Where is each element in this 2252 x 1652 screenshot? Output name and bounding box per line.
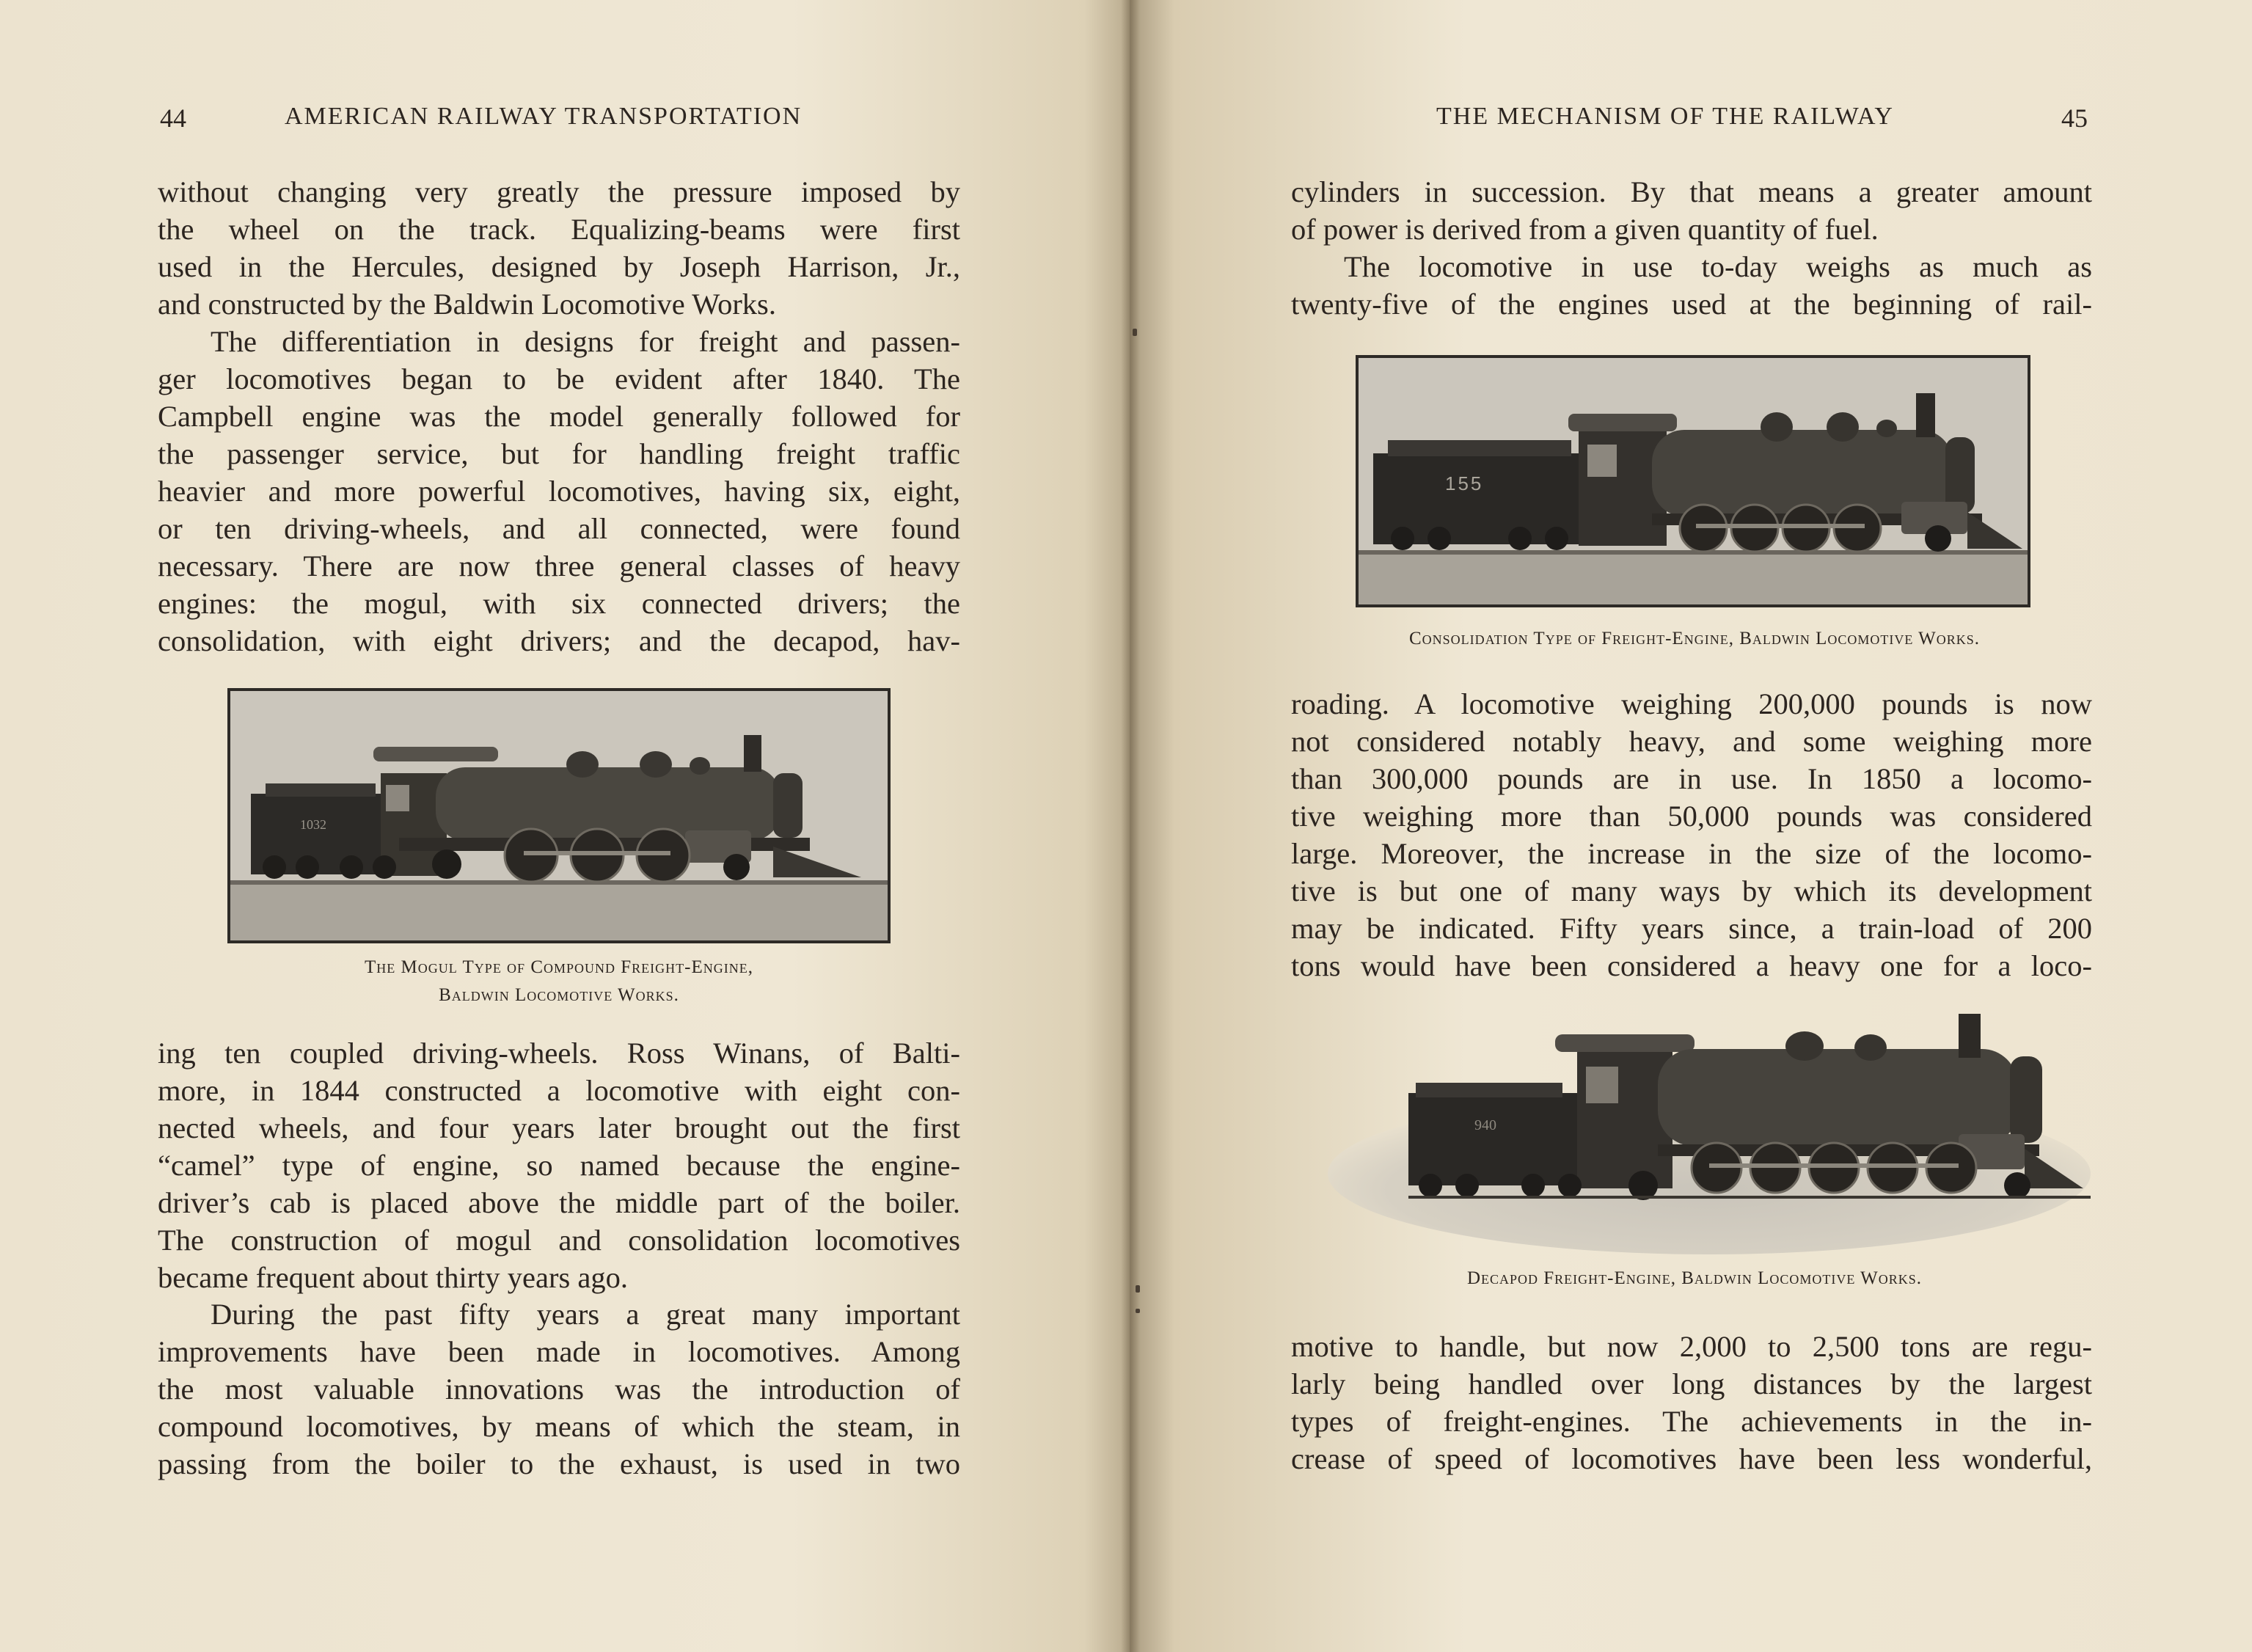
- text-line: tons would have been considered a heavy one for a loco-: [1291, 949, 2092, 982]
- text-line: crease of speed of locomotives have been less wonderful,: [1291, 1442, 2092, 1475]
- text-line: more, in 1844 constructed a locomotive with eight con-: [158, 1074, 960, 1107]
- book-gutter: [1121, 0, 1140, 1652]
- text-line: passing from the boiler to the exhaust, is used in two: [158, 1447, 960, 1480]
- caption-line: The Mogul Type of Compound Freight-Engine,: [365, 957, 753, 977]
- text-line: compound locomotives, by means of which the steam, in: [158, 1410, 960, 1443]
- locomotive-drawing: [1320, 1005, 2098, 1254]
- text-line: necessary. There are now three general classes of heavy: [158, 549, 960, 582]
- page-number: 44: [160, 103, 186, 133]
- text-line: ing ten coupled driving-wheels. Ross Winans, of Balti-: [158, 1037, 960, 1070]
- locomotive-drawing: [230, 691, 888, 940]
- text-line: than 300,000 pounds are in use. In 1850 a locomo-: [1291, 762, 2092, 795]
- paragraph: [158, 173, 960, 323]
- text-line: twenty-five of the engines used at the beginning of rail-: [1291, 288, 2092, 321]
- figure-caption: [227, 954, 891, 1009]
- right-page: [1130, 0, 2252, 1652]
- text-line: tive weighing more than 50,000 pounds was considered: [1291, 800, 2092, 833]
- text-line: Campbell engine was the model generally followed for: [158, 400, 960, 433]
- text-line: larly being handled over long distances by the largest: [1291, 1367, 2092, 1400]
- running-head: AMERICAN RAILWAY TRANSPORTATION: [285, 103, 803, 130]
- paragraph: [158, 1034, 960, 1296]
- text-line: roading. A locomotive weighing 200,000 pounds is now: [1291, 687, 2092, 720]
- text-line: nected wheels, and four years later brought out the first: [158, 1111, 960, 1144]
- mogul-locomotive-illustration: [227, 688, 891, 943]
- figure-caption: Consolidation Type of Freight-Engine, Baldwin Locomotive Works.: [1408, 629, 1981, 648]
- text-line: became frequent about thirty years ago.: [158, 1261, 628, 1294]
- text-line: The differentiation in designs for freight and passen-: [211, 325, 960, 358]
- paragraph: [1291, 685, 2092, 984]
- text-line: of power is derived from a given quantity of fuel.: [1291, 213, 1879, 246]
- text-line: large. Moreover, the increase in the size of the locomo-: [1291, 837, 2092, 870]
- text-line: used in the Hercules, designed by Joseph Harrison, Jr.,: [158, 250, 960, 283]
- paragraph: [158, 323, 960, 659]
- engine-number: 155: [1445, 472, 1484, 494]
- page-number: 45: [2061, 103, 2088, 133]
- text-line: driver’s cab is placed above the middle part of the boiler.: [158, 1186, 960, 1219]
- text-line: consolidation, with eight drivers; and the decapod, hav-: [158, 624, 960, 657]
- text-line: types of freight-engines. The achievements in the in-: [1291, 1405, 2092, 1438]
- figure-caption: Decapod Freight-Engine, Baldwin Locomotive Works.: [1466, 1268, 1923, 1288]
- text-line: the most valuable innovations was the introduction of: [158, 1373, 960, 1406]
- text-line: heavier and more powerful locomotives, having six, eight,: [158, 475, 960, 508]
- text-line: not considered notably heavy, and some weighing more: [1291, 725, 2092, 758]
- decapod-locomotive-illustration: [1320, 1005, 2098, 1254]
- text-line: engines: the mogul, with six connected drivers; the: [158, 587, 960, 620]
- paragraph: [1291, 248, 2092, 323]
- text-line: ger locomotives began to be evident after 1840. The: [158, 362, 960, 395]
- engine-number: 940: [1474, 1117, 1496, 1133]
- text-line: During the past fifty years a great many important: [211, 1298, 960, 1331]
- running-head: THE MECHANISM OF THE RAILWAY: [1436, 103, 1894, 130]
- text-line: and constructed by the Baldwin Locomotive Works.: [158, 288, 776, 321]
- text-line: The locomotive in use to-day weighs as much as: [1344, 250, 2092, 283]
- text-line: motive to handle, but now 2,000 to 2,500 tons are regu-: [1291, 1330, 2092, 1363]
- text-line: may be indicated. Fifty years since, a train-load of 200: [1291, 912, 2092, 945]
- text-line: or ten driving-wheels, and all connected, were found: [158, 512, 960, 545]
- paragraph: [158, 1295, 960, 1483]
- text-line: improvements have been made in locomotives. Among: [158, 1335, 960, 1368]
- locomotive-drawing: [1359, 358, 2028, 604]
- consolidation-locomotive-illustration: [1356, 355, 2030, 607]
- paragraph: [1291, 1328, 2092, 1477]
- text-line: tive is but one of many ways by which its development: [1291, 874, 2092, 907]
- text-line: without changing very greatly the pressure imposed by: [158, 175, 960, 208]
- caption-line: Baldwin Locomotive Works.: [439, 985, 679, 1005]
- text-line: The construction of mogul and consolidation locomotives: [158, 1224, 960, 1257]
- engine-number: 1032: [300, 817, 326, 832]
- paragraph: [1291, 173, 2092, 248]
- text-line: cylinders in succession. By that means a greater amount: [1291, 175, 2092, 208]
- text-line: “camel” type of engine, so named because the engine-: [158, 1149, 960, 1182]
- text-line: the passenger service, but for handling freight traffic: [158, 437, 960, 470]
- text-line: the wheel on the track. Equalizing-beams were first: [158, 213, 960, 246]
